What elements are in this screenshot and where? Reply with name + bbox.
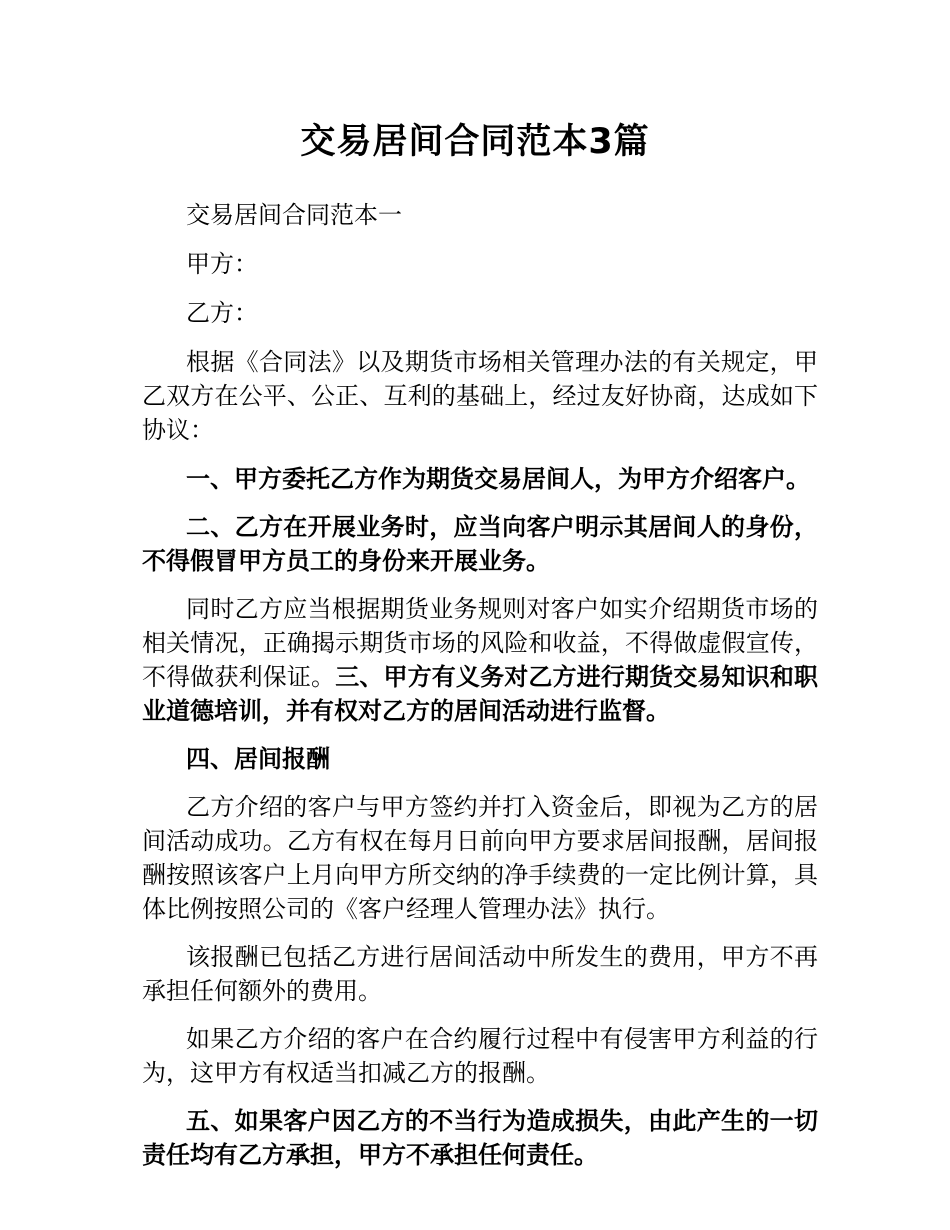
clause-2-detail: 同时乙方应当根据期货业务规则对客户如实介绍期货市场的相关情况，正确揭示期货市场的风险和收益，不得做虚假宣传，不得做获利保证。 (142, 595, 818, 691)
clause-5: 五、如果客户因乙方的不当行为造成损失，由此产生的一切责任均有乙方承担，甲方不承担任何责任。 (142, 1107, 818, 1169)
clause-1: 一、甲方委托乙方作为期货交易居间人，为甲方介绍客户。 (186, 465, 810, 493)
clause-3: 三、甲方有义务对乙方进行期货交易知识和职业道德培训，并有权对乙方的居间活动进行监督。 (142, 663, 819, 725)
clause-4-heading: 四、居间报酬 (186, 745, 330, 773)
party-b-line: 乙方： (186, 299, 258, 327)
contract-heading: 交易居间合同范本一 (186, 201, 402, 229)
intro-paragraph: 根据《合同法》以及期货市场相关管理办法的有关规定，甲乙双方在公平、公正、互利的基础上，经过友好协商，达成如下协议： (142, 348, 818, 444)
clause-2-detail-paragraph (142, 592, 818, 728)
clause-4-paragraph-2: 该报酬已包括乙方进行居间活动中所发生的费用，甲方不再承担任何额外的费用。 (142, 943, 818, 1005)
document-title: 交易居间合同范本3篇 (300, 122, 650, 162)
clause-4-paragraph-3: 如果乙方介绍的客户在合约履行过程中有侵害甲方利益的行为，这甲方有权适当扣减乙方的报酬。 (142, 1025, 818, 1087)
party-a-line: 甲方： (186, 250, 258, 278)
clause-2: 二、乙方在开展业务时，应当向客户明示其居间人的身份，不得假冒甲方员工的身份来开展业务。 (142, 513, 818, 575)
clause-4-paragraph-1: 乙方介绍的客户与甲方签约并打入资金后，即视为乙方的居间活动成功。乙方有权在每月日前向甲方要求居间报酬，居间报酬按照该客户上月向甲方所交纳的净手续费的一定比例计算，具体比例按照公司的《客户经理人管理办法》执行。 (142, 793, 818, 923)
document-body (142, 198, 818, 1172)
